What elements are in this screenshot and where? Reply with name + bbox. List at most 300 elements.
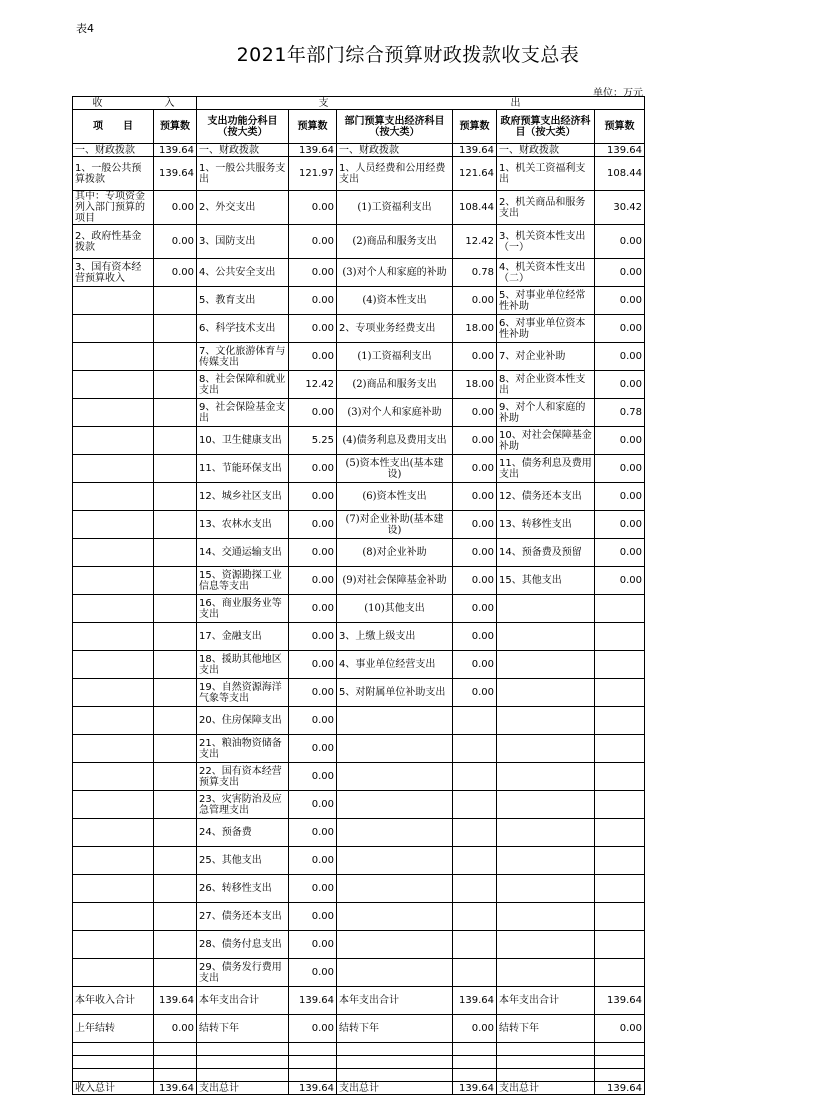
income-item-cell	[73, 483, 154, 511]
budget-value-cell	[595, 763, 645, 791]
econ-item-cell	[337, 875, 453, 903]
budget-value-cell	[595, 1056, 645, 1069]
table-row	[73, 1043, 645, 1056]
gov-item-cell: 9、对个人和家庭的补助	[497, 399, 595, 427]
econ-item-cell	[337, 791, 453, 819]
budget-value-cell	[154, 819, 197, 847]
budget-value-cell: 121.97	[289, 157, 337, 191]
income-item-cell	[73, 315, 154, 343]
income-item-cell	[73, 959, 154, 987]
budget-value-cell: 0.00	[154, 225, 197, 259]
budget-value-cell: 0.00	[595, 483, 645, 511]
budget-value-cell: 108.44	[453, 191, 497, 225]
econ-item-cell: (9)对社会保障基金补助	[337, 567, 453, 595]
budget-value-cell: 30.42	[595, 191, 645, 225]
func-item-cell: 1、一般公共服务支出	[197, 157, 289, 191]
gov-item-cell	[497, 735, 595, 763]
gov-item-cell	[497, 1069, 595, 1082]
budget-value-cell	[154, 847, 197, 875]
income-item-cell	[73, 539, 154, 567]
econ-item-cell: 本年支出合计	[337, 987, 453, 1015]
budget-value-cell: 0.00	[289, 259, 337, 287]
func-item-cell: 27、债务还本支出	[197, 903, 289, 931]
budget-value-cell: 0.00	[289, 1015, 337, 1043]
budget-value-cell	[154, 679, 197, 707]
budget-value-cell: 0.00	[289, 763, 337, 791]
gov-item-cell	[497, 651, 595, 679]
budget-value-cell	[453, 763, 497, 791]
table-row	[73, 819, 645, 847]
gov-item-cell	[497, 959, 595, 987]
budget-value-cell: 18.00	[453, 315, 497, 343]
budget-value-cell	[154, 595, 197, 623]
budget-value-cell	[154, 399, 197, 427]
budget-value-cell	[595, 651, 645, 679]
budget-value-cell: 0.00	[289, 595, 337, 623]
gov-item-cell	[497, 791, 595, 819]
budget-value-cell: 139.64	[154, 1082, 197, 1095]
col-header-budget: 预算数	[595, 110, 645, 144]
table-row	[73, 157, 645, 191]
budget-value-cell: 18.00	[453, 371, 497, 399]
income-item-cell	[73, 343, 154, 371]
budget-value-cell: 121.64	[453, 157, 497, 191]
income-item-cell: 1、一般公共预算拨款	[73, 157, 154, 191]
budget-value-cell	[453, 875, 497, 903]
table-row	[73, 399, 645, 427]
gov-item-cell: 15、其他支出	[497, 567, 595, 595]
func-item-cell: 5、教育支出	[197, 287, 289, 315]
budget-value-cell: 0.00	[289, 287, 337, 315]
budget-value-cell: 0.00	[289, 875, 337, 903]
income-item-cell	[73, 651, 154, 679]
budget-value-cell: 108.44	[595, 157, 645, 191]
budget-value-cell: 139.64	[289, 1082, 337, 1095]
budget-value-cell: 0.00	[289, 455, 337, 483]
budget-value-cell: 139.64	[453, 987, 497, 1015]
func-item-cell: 9、社会保险基金支出	[197, 399, 289, 427]
gov-item-cell: 结转下年	[497, 1015, 595, 1043]
func-item-cell	[197, 1043, 289, 1056]
econ-item-cell	[337, 1056, 453, 1069]
func-item-cell: 20、住房保障支出	[197, 707, 289, 735]
budget-value-cell: 139.64	[595, 987, 645, 1015]
gov-item-cell	[497, 763, 595, 791]
budget-value-cell: 0.00	[595, 567, 645, 595]
table-row	[73, 931, 645, 959]
func-item-cell: 11、节能环保支出	[197, 455, 289, 483]
budget-value-cell: 0.78	[453, 259, 497, 287]
budget-value-cell	[595, 847, 645, 875]
econ-item-cell	[337, 1069, 453, 1082]
table-row	[73, 651, 645, 679]
table-row	[73, 679, 645, 707]
income-item-cell	[73, 875, 154, 903]
income-item-cell	[73, 455, 154, 483]
gov-item-cell	[497, 931, 595, 959]
econ-item-cell: 5、对附属单位补助支出	[337, 679, 453, 707]
budget-value-cell	[453, 1069, 497, 1082]
budget-value-cell	[453, 707, 497, 735]
budget-value-cell: 0.00	[453, 427, 497, 455]
func-item-cell: 6、科学技术支出	[197, 315, 289, 343]
econ-item-cell: (2)商品和服务支出	[337, 371, 453, 399]
budget-value-cell	[154, 931, 197, 959]
econ-item-cell: (7)对企业补助(基本建设)	[337, 511, 453, 539]
econ-item-cell	[337, 1043, 453, 1056]
econ-item-cell: (1)工资福利支出	[337, 343, 453, 371]
budget-value-cell: 0.00	[289, 539, 337, 567]
table-row	[73, 875, 645, 903]
budget-value-cell: 139.64	[453, 1082, 497, 1095]
table-row	[73, 791, 645, 819]
func-item-cell: 3、国防支出	[197, 225, 289, 259]
income-item-cell	[73, 567, 154, 595]
col-header-item: 项 目	[73, 110, 154, 144]
budget-value-cell	[154, 287, 197, 315]
budget-value-cell	[453, 819, 497, 847]
budget-value-cell: 0.00	[453, 343, 497, 371]
gov-item-cell	[497, 595, 595, 623]
func-item-cell: 14、交通运输支出	[197, 539, 289, 567]
func-item-cell: 23、灾害防治及应急管理支出	[197, 791, 289, 819]
func-item-cell: 26、转移性支出	[197, 875, 289, 903]
budget-value-cell: 0.00	[289, 819, 337, 847]
budget-value-cell: 0.00	[453, 287, 497, 315]
budget-value-cell	[154, 315, 197, 343]
econ-item-cell	[337, 735, 453, 763]
func-item-cell: 24、预备费	[197, 819, 289, 847]
func-item-cell: 17、金融支出	[197, 623, 289, 651]
budget-value-cell	[595, 623, 645, 651]
budget-value-cell: 0.00	[289, 315, 337, 343]
income-item-cell	[73, 1043, 154, 1056]
func-item-cell: 22、国有资本经营预算支出	[197, 763, 289, 791]
gov-item-cell: 13、转移性支出	[497, 511, 595, 539]
budget-value-cell	[154, 875, 197, 903]
budget-value-cell	[154, 707, 197, 735]
budget-value-cell	[154, 959, 197, 987]
budget-value-cell	[154, 1069, 197, 1082]
col-header-econ: 部门预算支出经济科目（按大类）	[337, 110, 453, 144]
budget-value-cell: 0.00	[595, 427, 645, 455]
budget-value-cell: 139.64	[154, 987, 197, 1015]
income-item-cell	[73, 931, 154, 959]
table-row	[73, 455, 645, 483]
col-header-budget: 预算数	[289, 110, 337, 144]
table-row	[73, 287, 645, 315]
gov-item-cell: 7、对企业补助	[497, 343, 595, 371]
income-item-cell	[73, 287, 154, 315]
table-row	[73, 343, 645, 371]
budget-value-cell	[595, 931, 645, 959]
func-item-cell: 19、自然资源海洋气象等支出	[197, 679, 289, 707]
econ-item-cell: (10)其他支出	[337, 595, 453, 623]
budget-value-cell	[595, 679, 645, 707]
col-header-budget: 预算数	[154, 110, 197, 144]
budget-value-cell	[453, 1043, 497, 1056]
budget-value-cell	[154, 735, 197, 763]
table-row	[73, 595, 645, 623]
budget-value-cell: 0.00	[289, 707, 337, 735]
income-item-cell: 收入总计	[73, 1082, 154, 1095]
table-row	[73, 959, 645, 987]
econ-item-cell: (3)对个人和家庭补助	[337, 399, 453, 427]
econ-item-cell	[337, 819, 453, 847]
budget-value-cell: 0.00	[595, 371, 645, 399]
budget-value-cell: 0.78	[595, 399, 645, 427]
budget-value-cell: 0.00	[595, 259, 645, 287]
econ-item-cell: (4)债务利息及费用支出	[337, 427, 453, 455]
budget-value-cell: 12.42	[453, 225, 497, 259]
budget-value-cell	[154, 371, 197, 399]
income-item-cell	[73, 763, 154, 791]
func-item-cell: 7、文化旅游体育与传媒支出	[197, 343, 289, 371]
table-number: 表4	[76, 22, 94, 35]
budget-value-cell: 0.00	[289, 225, 337, 259]
table-row	[73, 539, 645, 567]
budget-value-cell: 0.00	[595, 315, 645, 343]
econ-item-cell: (2)商品和服务支出	[337, 225, 453, 259]
gov-item-cell: 12、债务还本支出	[497, 483, 595, 511]
econ-item-cell	[337, 763, 453, 791]
income-item-cell: 其中：专项资金列入部门预算的项目	[73, 191, 154, 225]
gov-item-cell: 支出总计	[497, 1082, 595, 1095]
budget-value-cell	[154, 651, 197, 679]
econ-item-cell: 支出总计	[337, 1082, 453, 1095]
budget-value-cell	[289, 1069, 337, 1082]
econ-item-cell	[337, 931, 453, 959]
col-header-func: 支出功能分科目（按大类）	[197, 110, 289, 144]
budget-value-cell	[154, 763, 197, 791]
budget-value-cell: 0.00	[453, 511, 497, 539]
func-item-cell: 2、外交支出	[197, 191, 289, 225]
func-item-cell: 一、财政拨款	[197, 144, 289, 157]
gov-item-cell	[497, 1056, 595, 1069]
gov-item-cell	[497, 819, 595, 847]
gov-item-cell: 一、财政拨款	[497, 144, 595, 157]
income-item-cell	[73, 791, 154, 819]
budget-value-cell	[154, 903, 197, 931]
gov-item-cell	[497, 847, 595, 875]
budget-value-cell: 12.42	[289, 371, 337, 399]
budget-value-cell: 0.00	[289, 623, 337, 651]
budget-value-cell: 0.00	[595, 225, 645, 259]
income-item-cell: 2、政府性基金拨款	[73, 225, 154, 259]
econ-item-cell: 一、财政拨款	[337, 144, 453, 157]
income-item-cell	[73, 1056, 154, 1069]
budget-value-cell	[154, 539, 197, 567]
budget-value-cell: 0.00	[289, 651, 337, 679]
gov-item-cell: 本年支出合计	[497, 987, 595, 1015]
budget-value-cell: 0.00	[453, 595, 497, 623]
econ-item-cell	[337, 903, 453, 931]
table-row	[73, 191, 645, 225]
budget-value-cell: 139.64	[154, 144, 197, 157]
econ-item-cell	[337, 847, 453, 875]
budget-value-cell: 0.00	[453, 623, 497, 651]
budget-value-cell	[154, 427, 197, 455]
budget-value-cell: 0.00	[289, 791, 337, 819]
budget-value-cell: 139.64	[595, 1082, 645, 1095]
budget-value-cell	[154, 1056, 197, 1069]
func-item-cell: 29、债务发行费用支出	[197, 959, 289, 987]
table-row	[73, 1015, 645, 1043]
income-item-cell	[73, 819, 154, 847]
econ-item-cell: 3、上缴上级支出	[337, 623, 453, 651]
table-row	[73, 987, 645, 1015]
income-item-cell: 一、财政拨款	[73, 144, 154, 157]
income-item-cell	[73, 847, 154, 875]
budget-value-cell	[595, 959, 645, 987]
budget-value-cell	[154, 455, 197, 483]
gov-item-cell: 2、机关商品和服务支出	[497, 191, 595, 225]
budget-value-cell	[453, 1056, 497, 1069]
budget-value-cell	[453, 959, 497, 987]
func-item-cell: 结转下年	[197, 1015, 289, 1043]
budget-value-cell: 0.00	[595, 287, 645, 315]
budget-value-cell	[289, 1043, 337, 1056]
budget-value-cell	[595, 1069, 645, 1082]
income-item-cell	[73, 679, 154, 707]
table-row	[73, 1069, 645, 1082]
gov-item-cell: 10、对社会保障基金补助	[497, 427, 595, 455]
budget-value-cell: 0.00	[595, 539, 645, 567]
gov-item-cell	[497, 623, 595, 651]
gov-item-cell	[497, 903, 595, 931]
budget-value-cell: 0.00	[595, 455, 645, 483]
econ-item-cell	[337, 707, 453, 735]
econ-item-cell	[337, 959, 453, 987]
econ-item-cell: 2、专项业务经费支出	[337, 315, 453, 343]
econ-item-cell: (5)资本性支出(基本建设)	[337, 455, 453, 483]
income-item-cell	[73, 1069, 154, 1082]
budget-value-cell	[453, 791, 497, 819]
income-item-cell	[73, 399, 154, 427]
budget-value-cell	[595, 707, 645, 735]
budget-value-cell	[453, 735, 497, 763]
budget-value-cell	[595, 1043, 645, 1056]
budget-value-cell	[595, 791, 645, 819]
income-item-cell	[73, 427, 154, 455]
func-item-cell: 13、农林水支出	[197, 511, 289, 539]
budget-value-cell: 139.64	[595, 144, 645, 157]
budget-value-cell: 0.00	[289, 191, 337, 225]
budget-value-cell	[154, 1043, 197, 1056]
unit-label: 单位：万元	[593, 88, 643, 99]
budget-value-cell: 0.00	[289, 735, 337, 763]
econ-item-cell: (4)资本性支出	[337, 287, 453, 315]
income-item-cell	[73, 903, 154, 931]
budget-value-cell: 0.00	[289, 679, 337, 707]
table-row	[73, 707, 645, 735]
func-item-cell: 8、社会保障和就业支出	[197, 371, 289, 399]
budget-value-cell	[154, 791, 197, 819]
budget-value-cell	[154, 623, 197, 651]
table-row	[73, 315, 645, 343]
budget-value-cell: 0.00	[289, 567, 337, 595]
budget-value-cell	[595, 875, 645, 903]
budget-value-cell: 0.00	[595, 511, 645, 539]
income-item-cell: 3、国有资本经营预算收入	[73, 259, 154, 287]
gov-item-cell: 11、债务利息及费用支出	[497, 455, 595, 483]
budget-value-cell: 0.00	[289, 931, 337, 959]
budget-value-cell	[453, 903, 497, 931]
gov-item-cell	[497, 707, 595, 735]
func-item-cell	[197, 1056, 289, 1069]
func-item-cell: 4、公共安全支出	[197, 259, 289, 287]
budget-table	[72, 96, 645, 1095]
expense-header: 支 出	[197, 97, 645, 110]
table-row	[73, 1082, 645, 1095]
budget-value-cell: 0.00	[289, 483, 337, 511]
budget-value-cell: 0.00	[453, 651, 497, 679]
budget-value-cell: 139.64	[154, 157, 197, 191]
func-item-cell: 25、其他支出	[197, 847, 289, 875]
income-item-cell	[73, 735, 154, 763]
table-row	[73, 483, 645, 511]
econ-item-cell: (8)对企业补助	[337, 539, 453, 567]
budget-value-cell: 139.64	[289, 987, 337, 1015]
func-item-cell: 支出总计	[197, 1082, 289, 1095]
func-item-cell: 本年支出合计	[197, 987, 289, 1015]
budget-value-cell	[595, 819, 645, 847]
budget-value-cell: 0.00	[154, 191, 197, 225]
income-item-cell	[73, 511, 154, 539]
income-header: 收 入	[73, 97, 197, 110]
table-row	[73, 511, 645, 539]
func-item-cell: 28、债务付息支出	[197, 931, 289, 959]
budget-value-cell: 0.00	[453, 399, 497, 427]
budget-value-cell: 0.00	[595, 1015, 645, 1043]
budget-value-cell	[595, 735, 645, 763]
col-header-gov: 政府预算支出经济科目（按大类）	[497, 110, 595, 144]
func-item-cell: 10、卫生健康支出	[197, 427, 289, 455]
budget-value-cell	[154, 511, 197, 539]
budget-value-cell: 139.64	[289, 144, 337, 157]
income-item-cell	[73, 371, 154, 399]
budget-value-cell: 5.25	[289, 427, 337, 455]
table-row	[73, 371, 645, 399]
budget-value-cell: 0.00	[154, 1015, 197, 1043]
func-item-cell: 12、城乡社区支出	[197, 483, 289, 511]
gov-item-cell	[497, 875, 595, 903]
budget-value-cell: 0.00	[289, 399, 337, 427]
budget-value-cell: 0.00	[453, 679, 497, 707]
budget-value-cell	[154, 567, 197, 595]
gov-item-cell: 6、对事业单位资本性补助	[497, 315, 595, 343]
budget-value-cell	[154, 483, 197, 511]
table-row	[73, 763, 645, 791]
table-row	[73, 567, 645, 595]
table-row	[73, 225, 645, 259]
budget-value-cell: 0.00	[289, 343, 337, 371]
gov-item-cell: 1、机关工资福利支出	[497, 157, 595, 191]
budget-value-cell: 0.00	[453, 483, 497, 511]
budget-value-cell: 0.00	[453, 539, 497, 567]
budget-value-cell: 0.00	[289, 959, 337, 987]
budget-value-cell	[289, 1056, 337, 1069]
budget-value-cell: 0.00	[289, 847, 337, 875]
income-item-cell: 本年收入合计	[73, 987, 154, 1015]
income-item-cell: 上年结转	[73, 1015, 154, 1043]
econ-item-cell: (6)资本性支出	[337, 483, 453, 511]
econ-item-cell: (1)工资福利支出	[337, 191, 453, 225]
func-item-cell	[197, 1069, 289, 1082]
econ-item-cell: 结转下年	[337, 1015, 453, 1043]
budget-value-cell: 139.64	[453, 144, 497, 157]
budget-value-cell: 0.00	[289, 511, 337, 539]
